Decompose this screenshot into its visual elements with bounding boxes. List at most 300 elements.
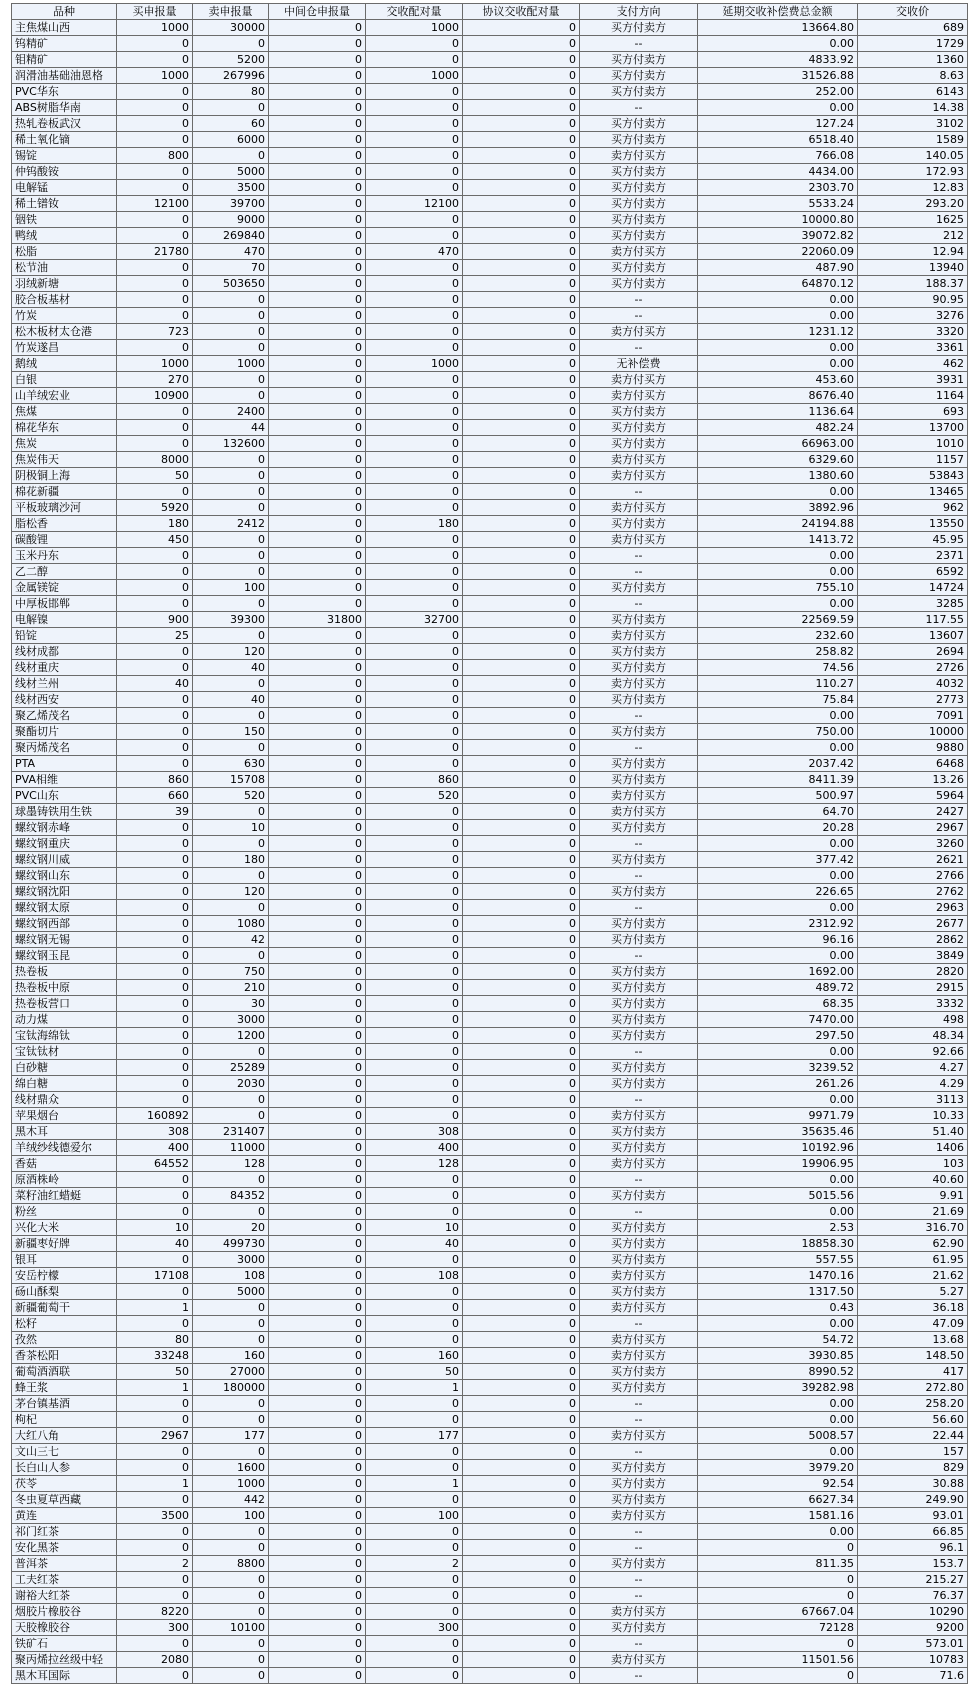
cell-payment-direction: 买方付卖方 [580,1076,698,1092]
cell-sell-declared: 180000 [193,1380,269,1396]
cell-deferred-compensation-total: 13664.80 [698,20,858,36]
cell-payment-direction: 买方付卖方 [580,1364,698,1380]
cell-deferred-compensation-total: 92.54 [698,1476,858,1492]
cell-settlement-price: 22.44 [858,1428,968,1444]
cell-settlement-price: 2862 [858,932,968,948]
cell-payment-direction: 卖方付买方 [580,468,698,484]
cell-intermediate-declared: 0 [269,884,366,900]
cell-deferred-compensation-total: 0.00 [698,292,858,308]
cell-intermediate-declared: 0 [269,1092,366,1108]
cell-matched-qty: 0 [366,708,463,724]
cell-product-name: 苹果烟台 [12,1108,117,1124]
cell-deferred-compensation-total: 5533.24 [698,196,858,212]
cell-settlement-price: 92.66 [858,1044,968,1060]
cell-deferred-compensation-total: 64.70 [698,804,858,820]
cell-payment-direction: -- [580,1540,698,1556]
cell-product-name: 蜂王浆 [12,1380,117,1396]
cell-intermediate-declared: 0 [269,1124,366,1140]
cell-product-name: 竹炭遂昌 [12,340,117,356]
cell-payment-direction: 买方付卖方 [580,212,698,228]
cell-buy-declared: 270 [117,372,193,388]
cell-settlement-price: 2963 [858,900,968,916]
cell-settlement-price: 172.93 [858,164,968,180]
cell-matched-qty: 0 [366,900,463,916]
cell-settlement-price: 249.90 [858,1492,968,1508]
cell-sell-declared: 0 [193,340,269,356]
header-agreement-matched-qty: 协议交收配对量 [463,4,580,20]
cell-buy-declared: 0 [117,484,193,500]
cell-matched-qty: 0 [366,1284,463,1300]
cell-agreement-matched-qty: 0 [463,1252,580,1268]
cell-payment-direction: 买方付卖方 [580,1236,698,1252]
table-row [12,1508,968,1524]
cell-settlement-price: 212 [858,228,968,244]
table-row [12,1428,968,1444]
cell-payment-direction: -- [580,948,698,964]
cell-deferred-compensation-total: 0.00 [698,564,858,580]
cell-agreement-matched-qty: 0 [463,772,580,788]
cell-intermediate-declared: 0 [269,1044,366,1060]
table-row [12,772,968,788]
cell-product-name: 松籽 [12,1316,117,1332]
cell-sell-declared: 42 [193,932,269,948]
cell-payment-direction: 无补偿费 [580,356,698,372]
cell-matched-qty: 128 [366,1156,463,1172]
cell-product-name: 脂松香 [12,516,117,532]
cell-deferred-compensation-total: 811.35 [698,1556,858,1572]
cell-buy-declared: 0 [117,740,193,756]
cell-intermediate-declared: 0 [269,84,366,100]
cell-matched-qty: 0 [366,84,463,100]
cell-product-name: 螺纹钢太原 [12,900,117,916]
cell-deferred-compensation-total: 482.24 [698,420,858,436]
cell-agreement-matched-qty: 0 [463,900,580,916]
cell-settlement-price: 258.20 [858,1396,968,1412]
cell-sell-declared: 231407 [193,1124,269,1140]
cell-buy-declared: 0 [117,260,193,276]
cell-sell-declared: 0 [193,1572,269,1588]
cell-matched-qty: 0 [366,212,463,228]
cell-deferred-compensation-total: 0.00 [698,740,858,756]
cell-product-name: 铁矿石 [12,1636,117,1652]
cell-settlement-price: 2766 [858,868,968,884]
cell-payment-direction: -- [580,1092,698,1108]
cell-deferred-compensation-total: 1317.50 [698,1284,858,1300]
cell-buy-declared: 0 [117,1252,193,1268]
cell-intermediate-declared: 0 [269,900,366,916]
table-row [12,1348,968,1364]
cell-agreement-matched-qty: 0 [463,1316,580,1332]
cell-deferred-compensation-total: 0.00 [698,1444,858,1460]
cell-intermediate-declared: 0 [269,564,366,580]
cell-settlement-price: 2621 [858,852,968,868]
cell-settlement-price: 13.26 [858,772,968,788]
cell-deferred-compensation-total: 19906.95 [698,1156,858,1172]
cell-intermediate-declared: 0 [269,1364,366,1380]
cell-sell-declared: 0 [193,1588,269,1604]
cell-sell-declared: 0 [193,1524,269,1540]
cell-sell-declared: 0 [193,1636,269,1652]
cell-deferred-compensation-total: 252.00 [698,84,858,100]
cell-agreement-matched-qty: 0 [463,1364,580,1380]
cell-intermediate-declared: 0 [269,1428,366,1444]
cell-matched-qty: 0 [366,1604,463,1620]
cell-sell-declared: 5000 [193,164,269,180]
cell-buy-declared: 1000 [117,20,193,36]
table-row [12,164,968,180]
cell-product-name: 螺纹钢山东 [12,868,117,884]
cell-settlement-price: 1157 [858,452,968,468]
cell-matched-qty: 0 [366,1092,463,1108]
cell-settlement-price: 4.29 [858,1076,968,1092]
cell-intermediate-declared: 0 [269,1396,366,1412]
cell-product-name: 宝钛海绵钛 [12,1028,117,1044]
cell-payment-direction: -- [580,1204,698,1220]
cell-deferred-compensation-total: 1581.16 [698,1508,858,1524]
cell-product-name: 银耳 [12,1252,117,1268]
cell-sell-declared: 6000 [193,132,269,148]
table-row [12,564,968,580]
cell-agreement-matched-qty: 0 [463,1444,580,1460]
cell-matched-qty: 0 [366,452,463,468]
cell-buy-declared: 0 [117,1060,193,1076]
cell-product-name: 羽绒新塘 [12,276,117,292]
cell-matched-qty: 0 [366,820,463,836]
cell-deferred-compensation-total: 0.00 [698,548,858,564]
cell-product-name: 枸杞 [12,1412,117,1428]
cell-settlement-price: 1729 [858,36,968,52]
cell-sell-declared: 0 [193,1444,269,1460]
table-row [12,132,968,148]
cell-buy-declared: 80 [117,1332,193,1348]
cell-agreement-matched-qty: 0 [463,1012,580,1028]
cell-intermediate-declared: 0 [269,580,366,596]
cell-settlement-price: 61.95 [858,1252,968,1268]
cell-settlement-price: 272.80 [858,1380,968,1396]
cell-product-name: 焦炭伟天 [12,452,117,468]
cell-matched-qty: 0 [366,132,463,148]
table-row [12,1316,968,1332]
cell-matched-qty: 0 [366,292,463,308]
cell-agreement-matched-qty: 0 [463,868,580,884]
cell-settlement-price: 12.94 [858,244,968,260]
cell-product-name: 葡萄酒酒联 [12,1364,117,1380]
cell-buy-declared: 0 [117,1588,193,1604]
cell-intermediate-declared: 0 [269,804,366,820]
cell-deferred-compensation-total: 0.00 [698,484,858,500]
cell-product-name: 碳酸锂 [12,532,117,548]
cell-sell-declared: 0 [193,804,269,820]
cell-payment-direction: 买方付卖方 [580,1476,698,1492]
cell-sell-declared: 30 [193,996,269,1012]
cell-sell-declared: 9000 [193,212,269,228]
cell-settlement-price: 7091 [858,708,968,724]
cell-deferred-compensation-total: 127.24 [698,116,858,132]
cell-sell-declared: 0 [193,36,269,52]
cell-buy-declared: 0 [117,164,193,180]
cell-payment-direction: -- [580,548,698,564]
cell-product-name: 中厚板邯郸 [12,596,117,612]
cell-deferred-compensation-total: 0.00 [698,308,858,324]
cell-deferred-compensation-total: 6329.60 [698,452,858,468]
table-row [12,1364,968,1380]
cell-product-name: 乙二醇 [12,564,117,580]
cell-agreement-matched-qty: 0 [463,852,580,868]
table-row [12,68,968,84]
cell-matched-qty: 177 [366,1428,463,1444]
cell-payment-direction: 买方付卖方 [580,420,698,436]
cell-agreement-matched-qty: 0 [463,292,580,308]
cell-payment-direction: 买方付卖方 [580,260,698,276]
cell-payment-direction: -- [580,1044,698,1060]
cell-payment-direction: -- [580,740,698,756]
cell-sell-declared: 1000 [193,1476,269,1492]
cell-intermediate-declared: 0 [269,788,366,804]
cell-settlement-price: 66.85 [858,1524,968,1540]
cell-sell-declared: 0 [193,1204,269,1220]
cell-agreement-matched-qty: 0 [463,468,580,484]
cell-settlement-price: 5964 [858,788,968,804]
cell-payment-direction: 买方付卖方 [580,516,698,532]
cell-buy-declared: 0 [117,340,193,356]
cell-sell-declared: 100 [193,1508,269,1524]
table-row [12,1188,968,1204]
cell-sell-declared: 0 [193,1316,269,1332]
cell-deferred-compensation-total: 110.27 [698,676,858,692]
cell-sell-declared: 0 [193,564,269,580]
table-row [12,148,968,164]
cell-matched-qty: 10 [366,1220,463,1236]
table-row [12,276,968,292]
cell-buy-declared: 40 [117,1236,193,1252]
cell-deferred-compensation-total: 64870.12 [698,276,858,292]
cell-deferred-compensation-total: 31526.88 [698,68,858,84]
cell-sell-declared: 3000 [193,1252,269,1268]
cell-matched-qty: 0 [366,740,463,756]
cell-payment-direction: 买方付卖方 [580,580,698,596]
table-row [12,500,968,516]
cell-buy-declared: 0 [117,1492,193,1508]
cell-matched-qty: 0 [366,1540,463,1556]
cell-matched-qty: 0 [366,532,463,548]
cell-agreement-matched-qty: 0 [463,164,580,180]
cell-product-name: 粉丝 [12,1204,117,1220]
cell-payment-direction: -- [580,36,698,52]
cell-sell-declared: 1600 [193,1460,269,1476]
table-row [12,180,968,196]
cell-sell-declared: 503650 [193,276,269,292]
cell-settlement-price: 4.27 [858,1060,968,1076]
table-row [12,932,968,948]
cell-payment-direction: 买方付卖方 [580,180,698,196]
cell-product-name: 鸭绒 [12,228,117,244]
cell-intermediate-declared: 0 [269,68,366,84]
cell-intermediate-declared: 0 [269,340,366,356]
table-row [12,916,968,932]
cell-intermediate-declared: 0 [269,1652,366,1668]
cell-payment-direction: -- [580,708,698,724]
cell-sell-declared: 0 [193,1044,269,1060]
cell-settlement-price: 1589 [858,132,968,148]
cell-agreement-matched-qty: 0 [463,836,580,852]
cell-product-name: 动力煤 [12,1012,117,1028]
cell-deferred-compensation-total: 0 [698,1588,858,1604]
table-row [12,388,968,404]
table-row [12,1588,968,1604]
cell-deferred-compensation-total: 1380.60 [698,468,858,484]
cell-matched-qty: 0 [366,148,463,164]
cell-settlement-price: 4032 [858,676,968,692]
cell-intermediate-declared: 0 [269,276,366,292]
cell-sell-declared: 15708 [193,772,269,788]
cell-product-name: 热卷板营口 [12,996,117,1012]
cell-settlement-price: 3361 [858,340,968,356]
cell-agreement-matched-qty: 0 [463,500,580,516]
table-row [12,1012,968,1028]
cell-intermediate-declared: 0 [269,548,366,564]
cell-agreement-matched-qty: 0 [463,820,580,836]
cell-deferred-compensation-total: 39072.82 [698,228,858,244]
cell-deferred-compensation-total: 232.60 [698,628,858,644]
cell-matched-qty: 0 [366,964,463,980]
cell-product-name: 锡锭 [12,148,117,164]
cell-intermediate-declared: 0 [269,1604,366,1620]
cell-buy-declared: 0 [117,116,193,132]
cell-intermediate-declared: 0 [269,1620,366,1636]
cell-buy-declared: 0 [117,548,193,564]
cell-deferred-compensation-total: 22060.09 [698,244,858,260]
cell-agreement-matched-qty: 0 [463,1140,580,1156]
cell-intermediate-declared: 0 [269,1140,366,1156]
cell-deferred-compensation-total: 377.42 [698,852,858,868]
cell-deferred-compensation-total: 0.00 [698,836,858,852]
cell-buy-declared: 0 [117,964,193,980]
cell-product-name: 热卷板中原 [12,980,117,996]
cell-payment-direction: 买方付卖方 [580,132,698,148]
cell-agreement-matched-qty: 0 [463,180,580,196]
cell-matched-qty: 1 [366,1476,463,1492]
cell-settlement-price: 689 [858,20,968,36]
cell-matched-qty: 0 [366,852,463,868]
cell-matched-qty: 0 [366,164,463,180]
settlement-table-container [11,3,967,1684]
cell-agreement-matched-qty: 0 [463,708,580,724]
cell-settlement-price: 1010 [858,436,968,452]
cell-agreement-matched-qty: 0 [463,1524,580,1540]
cell-agreement-matched-qty: 0 [463,340,580,356]
cell-sell-declared: 0 [193,100,269,116]
cell-intermediate-declared: 0 [269,452,366,468]
cell-buy-declared: 0 [117,1540,193,1556]
cell-matched-qty: 0 [366,1060,463,1076]
cell-agreement-matched-qty: 0 [463,660,580,676]
cell-matched-qty: 0 [366,628,463,644]
cell-product-name: 仲钨酸铵 [12,164,117,180]
table-row [12,1620,968,1636]
cell-buy-declared: 0 [117,1460,193,1476]
cell-agreement-matched-qty: 0 [463,228,580,244]
cell-payment-direction: 卖方付买方 [580,148,698,164]
cell-intermediate-declared: 0 [269,1012,366,1028]
cell-agreement-matched-qty: 0 [463,516,580,532]
cell-agreement-matched-qty: 0 [463,1156,580,1172]
cell-settlement-price: 829 [858,1460,968,1476]
cell-intermediate-declared: 0 [269,436,366,452]
cell-deferred-compensation-total: 557.55 [698,1252,858,1268]
cell-intermediate-declared: 0 [269,644,366,660]
table-row [12,708,968,724]
cell-settlement-price: 2967 [858,820,968,836]
cell-payment-direction: -- [580,868,698,884]
cell-settlement-price: 90.95 [858,292,968,308]
cell-settlement-price: 573.01 [858,1636,968,1652]
cell-settlement-price: 9880 [858,740,968,756]
cell-buy-declared: 50 [117,468,193,484]
cell-product-name: 润滑油基础油恩格 [12,68,117,84]
cell-deferred-compensation-total: 67667.04 [698,1604,858,1620]
table-row [12,1444,968,1460]
cell-payment-direction: -- [580,1444,698,1460]
cell-agreement-matched-qty: 0 [463,1172,580,1188]
table-row [12,468,968,484]
cell-sell-declared: 150 [193,724,269,740]
cell-agreement-matched-qty: 0 [463,740,580,756]
cell-buy-declared: 50 [117,1364,193,1380]
cell-buy-declared: 180 [117,516,193,532]
cell-sell-declared: 0 [193,740,269,756]
table-row [12,532,968,548]
cell-agreement-matched-qty: 0 [463,1284,580,1300]
table-row [12,84,968,100]
cell-intermediate-declared: 0 [269,1460,366,1476]
cell-payment-direction: 买方付卖方 [580,1012,698,1028]
header-intermediate-declared: 中间仓申报量 [269,4,366,20]
cell-product-name: PTA [12,756,117,772]
cell-deferred-compensation-total: 68.35 [698,996,858,1012]
cell-settlement-price: 3276 [858,308,968,324]
cell-settlement-price: 2915 [858,980,968,996]
cell-intermediate-declared: 0 [269,1556,366,1572]
cell-deferred-compensation-total: 7470.00 [698,1012,858,1028]
cell-product-name: 香菇 [12,1156,117,1172]
cell-intermediate-declared: 0 [269,868,366,884]
cell-sell-declared: 2412 [193,516,269,532]
table-row [12,228,968,244]
cell-deferred-compensation-total: 8411.39 [698,772,858,788]
cell-agreement-matched-qty: 0 [463,1300,580,1316]
cell-agreement-matched-qty: 0 [463,1652,580,1668]
cell-matched-qty: 0 [366,1444,463,1460]
cell-payment-direction: -- [580,1412,698,1428]
cell-product-name: 线材成都 [12,644,117,660]
cell-deferred-compensation-total: 0.00 [698,340,858,356]
cell-payment-direction: -- [580,1636,698,1652]
cell-sell-declared: 0 [193,1300,269,1316]
cell-matched-qty: 0 [366,228,463,244]
cell-matched-qty: 0 [366,548,463,564]
cell-intermediate-declared: 0 [269,1236,366,1252]
cell-matched-qty: 0 [366,420,463,436]
cell-deferred-compensation-total: 39282.98 [698,1380,858,1396]
table-row [12,1572,968,1588]
cell-deferred-compensation-total: 4833.92 [698,52,858,68]
cell-intermediate-declared: 0 [269,996,366,1012]
cell-product-name: 稀土氧化镝 [12,132,117,148]
table-row [12,404,968,420]
cell-settlement-price: 53843 [858,468,968,484]
cell-payment-direction: 卖方付买方 [580,1428,698,1444]
cell-agreement-matched-qty: 0 [463,20,580,36]
